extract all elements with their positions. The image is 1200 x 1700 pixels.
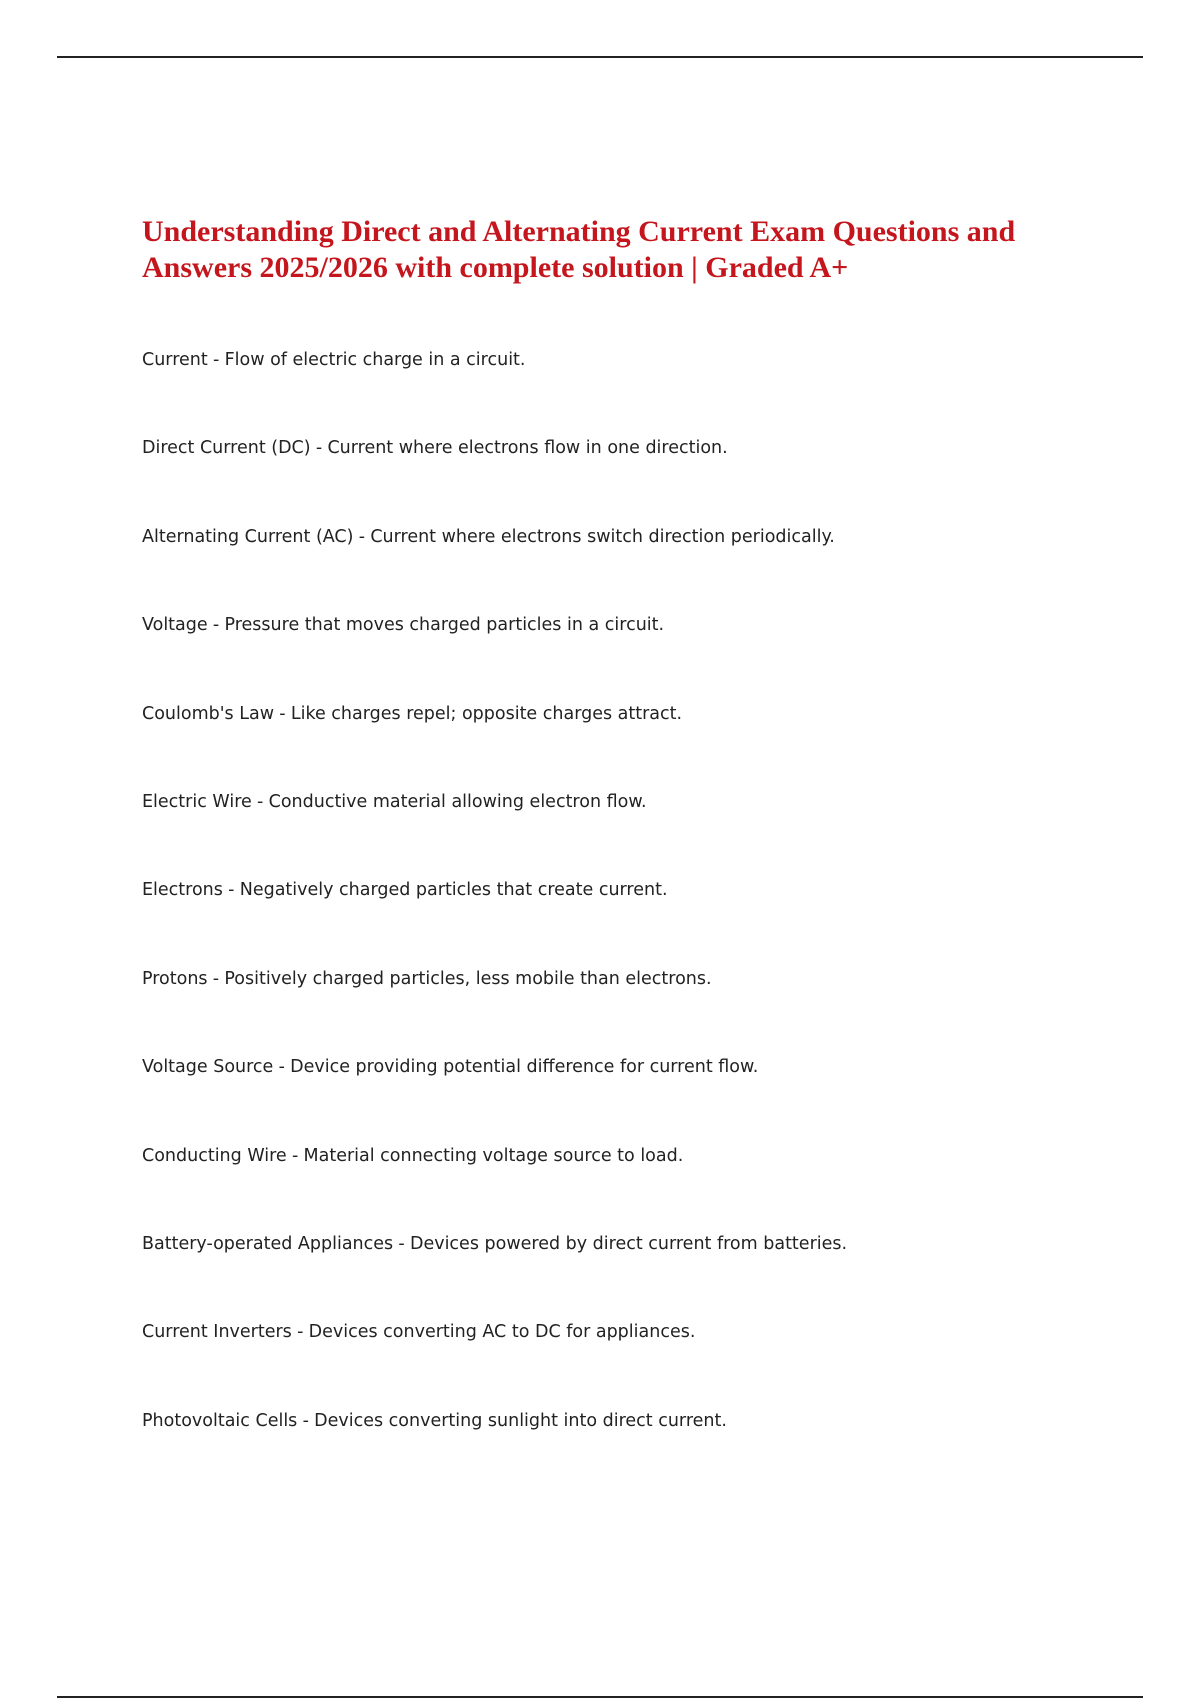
qa-item	[142, 523, 1102, 611]
qa-item	[142, 1053, 1102, 1141]
qa-definition: Pressure that moves charged particles in a circuit.	[224, 615, 665, 636]
title-line-2: Answers 2025/2026 with complete solution | Graded A+	[142, 251, 849, 284]
qa-definition: Devices powered by direct current from batteries.	[409, 1233, 848, 1254]
qa-term: Battery-operated Appliances	[142, 1233, 394, 1254]
qa-item	[142, 700, 1102, 788]
top-divider	[57, 56, 1143, 58]
qa-item	[142, 788, 1102, 876]
qa-term: Protons	[142, 968, 208, 989]
qa-item	[142, 1318, 1102, 1406]
qa-separator: -	[212, 968, 220, 989]
qa-separator: -	[297, 1322, 304, 1343]
qa-separator: -	[212, 350, 220, 370]
qa-separator: -	[358, 526, 366, 547]
qa-definition: Devices converting sunlight into direct current.	[314, 1410, 727, 1431]
qa-separator: -	[291, 1145, 299, 1166]
qa-definition: Device providing potential difference for current flow.	[290, 1057, 759, 1078]
qa-item	[142, 434, 1102, 522]
document-title	[142, 214, 1082, 286]
qa-term: Direct Current (DC)	[142, 438, 311, 459]
qa-separator: -	[278, 1057, 285, 1078]
qa-item	[142, 346, 1102, 434]
qa-item	[142, 1230, 1102, 1318]
qa-separator: -	[302, 1410, 309, 1431]
qa-term: Current Inverters	[142, 1322, 292, 1343]
qa-term: Voltage Source	[142, 1057, 274, 1078]
qa-term: Electrons	[142, 880, 223, 901]
qa-separator: -	[315, 438, 323, 459]
qa-definition: Conductive material allowing electron flow.	[268, 791, 647, 812]
qa-item	[142, 876, 1102, 964]
qa-definition: Current where electrons switch direction periodically.	[370, 526, 835, 547]
qa-separator: -	[257, 791, 264, 812]
qa-item	[142, 611, 1102, 699]
qa-term: Coulomb's Law	[142, 703, 275, 724]
qa-separator: -	[398, 1233, 405, 1254]
qa-separator: -	[228, 880, 235, 901]
qa-definition: Flow of electric charge in a circuit.	[224, 350, 526, 370]
title-line-1: Understanding Direct and Alternating Current Exam Questions and	[142, 215, 1016, 248]
qa-term: Electric Wire	[142, 791, 252, 812]
qa-separator: -	[279, 703, 286, 724]
qa-definition: Negatively charged particles that create current.	[239, 880, 668, 901]
qa-term: Alternating Current (AC)	[142, 526, 354, 547]
qa-definition: Like charges repel; opposite charges attract.	[290, 703, 683, 724]
qa-definition: Devices converting AC to DC for appliances.	[308, 1322, 696, 1343]
qa-item	[142, 1407, 1102, 1495]
qa-definition: Positively charged particles, less mobile than electrons.	[224, 968, 712, 989]
qa-definition: Material connecting voltage source to load.	[303, 1145, 684, 1166]
qa-separator: -	[212, 615, 220, 636]
qa-term: Voltage	[142, 615, 208, 636]
bottom-divider	[57, 1696, 1143, 1698]
qa-definition: Current where electrons flow in one direction.	[327, 438, 728, 459]
qa-item	[142, 965, 1102, 1053]
qa-term: Photovoltaic Cells	[142, 1410, 298, 1431]
qa-item	[142, 1142, 1102, 1230]
qa-term: Current	[142, 350, 208, 370]
qa-list	[142, 346, 1102, 1495]
qa-term: Conducting Wire	[142, 1145, 287, 1166]
